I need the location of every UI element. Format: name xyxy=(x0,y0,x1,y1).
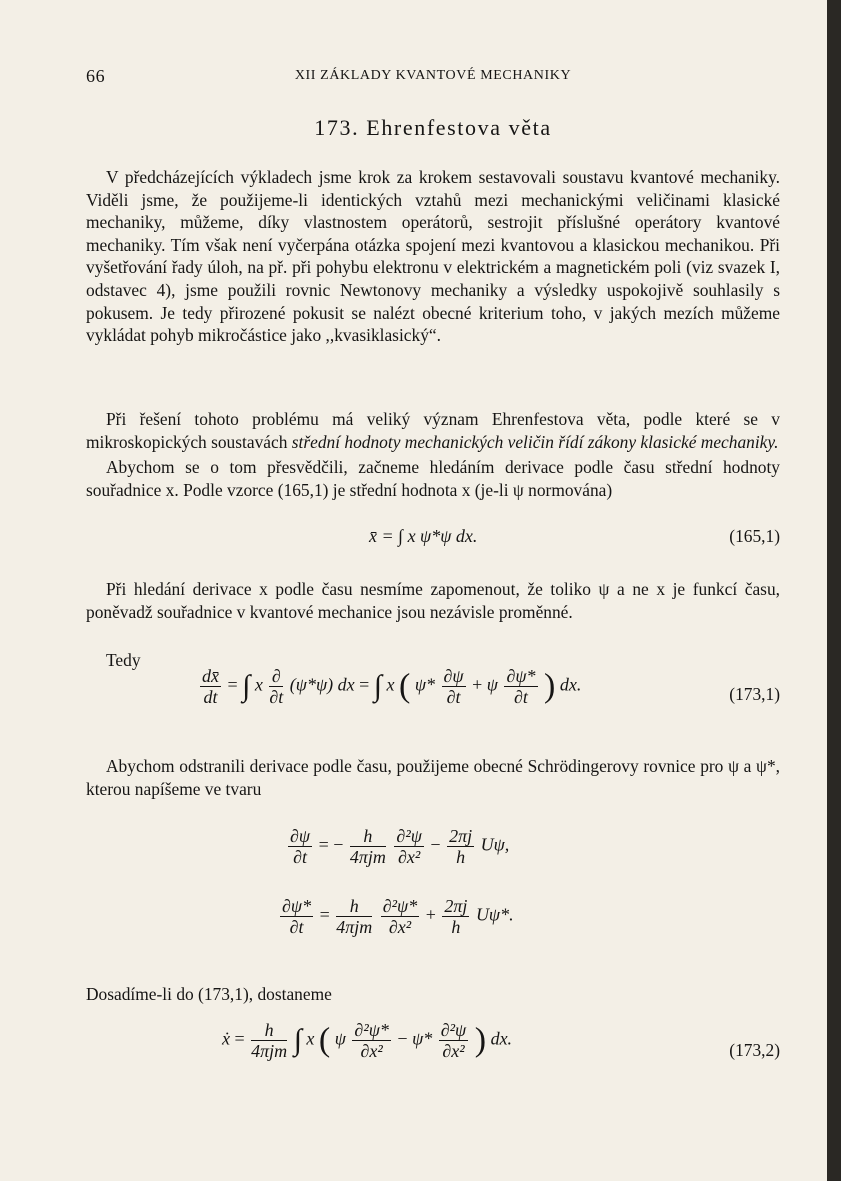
equation-173-2-body xyxy=(222,1020,512,1061)
equation-165-1 xyxy=(86,526,780,554)
equation-165-1-label: (165,1) xyxy=(729,526,780,546)
minus-sign: − xyxy=(430,834,441,855)
frac-d2psi-dx2 xyxy=(439,1020,468,1061)
minus-sign: − xyxy=(397,1028,408,1049)
frac-den: ∂x² xyxy=(360,1041,383,1061)
frac-num: h xyxy=(251,1020,287,1041)
frac-den: 4πjm xyxy=(349,847,386,867)
equation-173-2 xyxy=(86,1020,780,1080)
paragraph-ehrenfest-text: Při řešení tohoto problému má veliký význam Ehrenfestova věta, podle které se v mikroskopických soustavách xyxy=(86,409,780,452)
equals-sign: = xyxy=(227,674,238,695)
right-paren: ) xyxy=(544,667,556,705)
frac-den: ∂t xyxy=(293,847,307,867)
right-paren: ) xyxy=(474,1021,487,1059)
left-paren: ( xyxy=(399,667,411,705)
frac-den: ∂x² xyxy=(442,1041,465,1061)
equation-tail: Uψ, xyxy=(480,834,510,855)
paragraph-derivative: Abychom se o tom přesvědčili, začneme hledáním derivace podle času střední hodnoty souřadnice x. Podle vzorce (165,1) je střední hodnota x (je-li ψ normována) xyxy=(86,457,780,500)
frac-den: ∂t xyxy=(289,917,304,937)
equation-173-2-label: (173,2) xyxy=(729,1040,780,1060)
frac-den: ∂t xyxy=(269,687,284,707)
frac-num: ∂ψ* xyxy=(506,666,536,686)
var-x: x xyxy=(386,674,395,695)
psi-star: ψ* xyxy=(412,1028,433,1049)
integral-sign: ∫ xyxy=(242,669,251,703)
paragraph-schrodinger: Abychom odstranili derivace podle času, použijeme obecné Schrödingerovy rovnice pro ψ a ψ*, kterou napíšeme ve tvaru xyxy=(86,756,780,799)
frac-dxbar-dt xyxy=(200,666,221,707)
product-term: (ψ*ψ) dx xyxy=(289,674,355,695)
frac-num: dx̄ xyxy=(202,666,219,686)
left-paren: ( xyxy=(318,1021,331,1059)
frac-h-4pijm xyxy=(251,1020,287,1061)
equation-schrodinger-psi xyxy=(86,826,780,876)
frac-num: 2πj xyxy=(449,826,473,846)
paragraph-intro: V předcházejících výkladech jsme krok za krokem sestavovali soustavu kvantové mechaniky. Viděli jsme, že použijeme-li identických vztahů mezi mechanickými veličinami klasické mechaniky, můžeme, díky vlastnostem operátorů, sestrojit příslušné operátory kvantové mechaniky. Tím však není vyčerpána otázka spojení mezi kvantovou a klasickou mechanikou. Při vyšetřování řady úloh, na př. při pohybu elektronu v elektrickém a magnetickém poli (viz svazek I, odstavec 4), jsme použili rovnic Newtonovy mechaniky a výsledky uspokojivě souhlasily s pokusem. Je tedy přirozené pokusit se nalézt obecné kriterium toho, v jakých mezích můžeme vykládat pohyb mikročástice jako ,,kvasiklasický“. xyxy=(86,167,780,346)
equation-tail: dx. xyxy=(490,1028,513,1049)
paragraph-ehrenfest xyxy=(86,408,780,453)
equation-173-1-body xyxy=(198,666,581,707)
paragraph-time-dependence: Při hledání derivace x podle času nesmíme zapomenout, že toliko ψ a ne x je funkcí času, poněvadž souřadnice v kvantové mechanice jsou nezávisle proměnné. xyxy=(86,579,780,622)
frac-d2psi-dx2 xyxy=(394,826,423,867)
frac-num: ∂ψ* xyxy=(282,896,312,916)
equation-tail: Uψ*. xyxy=(475,904,514,925)
plus-sign: + xyxy=(425,904,436,925)
running-title: XII ZÁKLADY KVANTOVÉ MECHANIKY xyxy=(294,68,572,83)
x-dot: ẋ xyxy=(222,1028,230,1049)
frac-num: 2πj xyxy=(444,896,468,916)
equals-sign: = xyxy=(234,1028,245,1049)
equals-sign: = xyxy=(319,904,330,925)
plus-sign: + xyxy=(472,674,483,695)
frac-num: ∂ψ xyxy=(290,826,311,846)
frac-d2psistar-dx2 xyxy=(381,896,419,937)
frac-dpsi-dt xyxy=(442,666,466,707)
frac-2pij-h xyxy=(442,896,469,937)
frac-den: ∂t xyxy=(446,687,461,707)
frac-den: h xyxy=(456,847,466,867)
page-edge-shadow xyxy=(827,0,841,1181)
frac-den: dt xyxy=(203,687,218,707)
frac-den: h xyxy=(451,917,461,937)
frac-den: ∂x² xyxy=(388,917,412,937)
frac-h-4pijm xyxy=(350,826,386,867)
frac-den: ∂x² xyxy=(398,847,421,867)
frac-dpsistar-dt xyxy=(504,666,537,707)
frac-dpsi-dt xyxy=(288,826,312,867)
equation-173-1 xyxy=(86,666,780,730)
psi-star: ψ* xyxy=(414,674,436,695)
frac-d-dt xyxy=(269,666,283,707)
frac-den: 4πjm xyxy=(336,917,373,937)
paragraph-substitution: Dosadíme-li do (173,1), dostaneme xyxy=(86,984,332,1004)
frac-num: ∂ xyxy=(269,666,283,687)
frac-2pij-h xyxy=(447,826,474,867)
page-number: 66 xyxy=(86,66,106,86)
frac-den: 4πjm xyxy=(251,1041,288,1061)
section-title: 173. Ehrenfestova věta xyxy=(314,115,552,140)
equation-schrodinger-psi-body xyxy=(286,826,509,867)
frac-num: ∂²ψ* xyxy=(354,1020,389,1040)
frac-num: ∂²ψ xyxy=(440,1020,467,1040)
integral-sign: ∫ xyxy=(293,1023,302,1057)
var-x: x xyxy=(254,674,263,695)
frac-num: ∂²ψ* xyxy=(382,896,418,916)
equals-minus: = − xyxy=(318,834,344,855)
frac-den: ∂t xyxy=(514,687,528,707)
var-x: x xyxy=(306,1028,315,1049)
psi: ψ xyxy=(334,1028,346,1049)
equation-165-1-body: x̄ = ∫ x ψ*ψ dx. xyxy=(369,526,478,546)
equation-tail: dx. xyxy=(559,674,582,695)
integral-sign: ∫ xyxy=(373,669,382,703)
frac-num: ∂ψ xyxy=(443,666,464,686)
frac-h-4pijm xyxy=(336,896,372,937)
frac-num: ∂²ψ xyxy=(396,826,422,846)
equation-schrodinger-psi-star xyxy=(86,896,780,946)
equals-sign: = xyxy=(359,674,370,695)
psi: ψ xyxy=(486,674,498,695)
frac-dpsistar-dt xyxy=(280,896,313,937)
paragraph-tedy: Tedy xyxy=(106,650,141,670)
frac-num: h xyxy=(350,826,386,847)
equation-schrodinger-psi-star-body xyxy=(278,896,514,937)
frac-d2psistar-dx2 xyxy=(352,1020,390,1061)
frac-num: h xyxy=(336,896,372,917)
equation-173-1-label: (173,1) xyxy=(729,684,780,704)
paragraph-ehrenfest-emphasis: střední hodnoty mechanických veličin řídí zákony klasické mechaniky. xyxy=(291,431,779,452)
